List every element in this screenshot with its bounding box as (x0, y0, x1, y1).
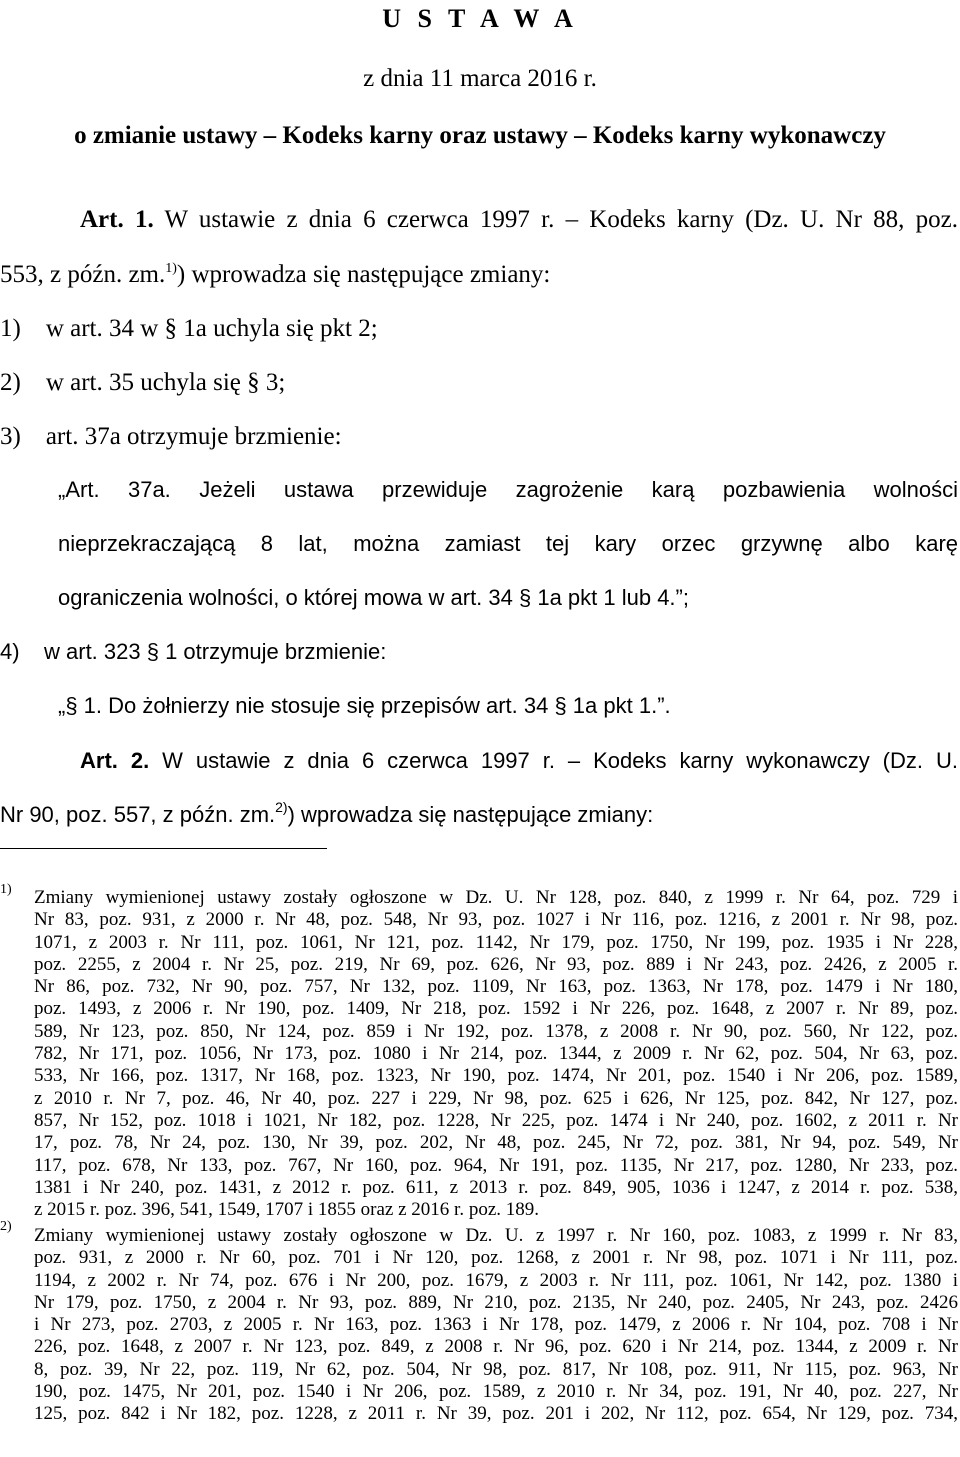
art1-item-3: 3) art. 37a otrzymuje brzmienie: (0, 423, 342, 450)
footnote-line: poz. 931, z 2000 r. Nr 60, poz. 701 i Nr 120, poz. 1268, z 2001 r. Nr 98, poz. 1071 i Nr 111, poz. (34, 1247, 958, 1269)
footnote-line: poz. 2255, z 2004 r. Nr 25, poz. 219, Nr 69, poz. 626, Nr 93, poz. 889 i Nr 243, poz. 2426, z 2005 r. (34, 953, 958, 975)
footnote-line: 589, Nr 123, poz. 850, Nr 124, poz. 859 i Nr 192, poz. 1378, z 2008 r. Nr 90, poz. 560, Nr 122, poz. (34, 1020, 958, 1042)
footnote-line: z 2010 r. Nr 7, poz. 46, Nr 40, poz. 227 i 229, Nr 98, poz. 625 i 626, Nr 125, poz. 842, Nr 127, poz. (34, 1087, 958, 1109)
footnote-ref-2[interactable]: 2) (275, 799, 288, 815)
footnote-line: Nr 86, poz. 732, Nr 90, poz. 757, Nr 132, poz. 1109, Nr 163, poz. 1363, Nr 178, poz. 1479 i Nr 180, (34, 976, 958, 998)
art2-line2 (0, 799, 654, 827)
quote-art37a-line1: „Art. 37a. Jeżeli ustawa przewiduje zagrożenie karą pozbawienia wolności (58, 477, 958, 502)
footnote-2-mark: 2) (0, 1219, 12, 1234)
footnote-line: 1194, z 2002 r. Nr 74, poz. 676 i Nr 200, poz. 1679, z 2003 r. Nr 111, poz. 1061, Nr 142, poz. 1380 i (34, 1269, 958, 1291)
quote-art323: „§ 1. Do żołnierzy nie stosuje się przepisów art. 34 § 1a pkt 1.”. (58, 693, 671, 718)
art2-label: Art. 2. (80, 748, 150, 773)
art1-label: Art. 1. (80, 206, 154, 233)
art1-line2 (0, 262, 550, 287)
art1-line2-pre: 553, z późn. zm. (0, 261, 166, 288)
art1-line2-post: ) wprowadza się następujące zmiany: (176, 261, 551, 288)
act-subject: o zmianie ustawy – Kodeks karny oraz ustawy – Kodeks karny wykonawczy (74, 122, 886, 149)
art2-line1 (80, 750, 958, 772)
footnote-separator (0, 848, 327, 849)
footnote-1-mark: 1) (0, 882, 12, 897)
footnote-line: 782, Nr 171, poz. 1056, Nr 173, poz. 1080 i Nr 214, poz. 1344, z 2009 r. Nr 62, poz. 504, Nr 63, poz. (34, 1043, 958, 1065)
footnote-line: poz. 1493, z 2006 r. Nr 190, poz. 1409, Nr 218, poz. 1592 i Nr 226, poz. 1648, z 2007 r. Nr 89, poz. (34, 998, 958, 1020)
footnote-line: 1071, z 2003 r. Nr 111, poz. 1061, Nr 121, poz. 1142, Nr 179, poz. 1750, Nr 199, poz. 1935 i Nr 228, (34, 931, 958, 953)
footnote-line: 226, poz. 1648, z 2007 r. Nr 123, poz. 849, z 2008 r. Nr 96, poz. 620 i Nr 214, poz. 1344, z 2009 r. Nr (34, 1336, 958, 1358)
footnote-line: z 2015 r. poz. 396, 541, 1549, 1707 i 1855 oraz z 2016 r. poz. 189. (34, 1199, 540, 1221)
footnote-line: Zmiany wymienionej ustawy zostały ogłoszone w Dz. U. Nr 128, poz. 840, z 1999 r. Nr 64, poz. 729 i (34, 887, 958, 908)
art1-item-1: 1) w art. 34 w § 1a uchyla się pkt 2; (0, 315, 378, 342)
footnote-line: Nr 83, poz. 931, z 2000 r. Nr 48, poz. 548, Nr 93, poz. 1027 i Nr 116, poz. 1216, z 2001 r. Nr 98, poz. (34, 909, 958, 931)
art1-item-4: 4) w art. 323 § 1 otrzymuje brzmienie: (0, 639, 387, 664)
act-date: z dnia 11 marca 2016 r. (363, 65, 597, 92)
act-title: U S T A W A (382, 4, 578, 33)
footnote-line: 857, Nr 152, poz. 1018 i 1021, Nr 182, poz. 1228, Nr 225, poz. 1474 i Nr 240, poz. 1602, z 2011 r. Nr (34, 1109, 958, 1131)
footnote-line: 1381 i Nr 240, poz. 1431, z 2012 r. poz. 611, z 2013 r. poz. 849, 905, 1036 i 1247, z 2014 r. poz. 538, (34, 1176, 958, 1198)
art1-item-2: 2) w art. 35 uchyla się § 3; (0, 369, 286, 396)
art2-line2-pre: Nr 90, poz. 557, z późn. zm. (0, 802, 276, 827)
footnote-line: Zmiany wymienionej ustawy zostały ogłoszone w Dz. U. z 1997 r. Nr 160, poz. 1083, z 1999 r. Nr 83, (34, 1225, 958, 1246)
footnote-line: 8, poz. 39, Nr 22, poz. 119, Nr 62, poz. 504, Nr 98, poz. 817, Nr 108, poz. 911, Nr 115, poz. 963, Nr (34, 1358, 958, 1380)
footnote-line: i Nr 273, poz. 2703, z 2005 r. Nr 163, poz. 1363 i Nr 178, poz. 1479, z 2006 r. Nr 104, poz. 708 i Nr (34, 1314, 958, 1336)
quote-art37a-line3: ograniczenia wolności, o której mowa w art. 34 § 1a pkt 1 lub 4.”; (58, 585, 689, 610)
art1-line1 (80, 207, 958, 232)
footnote-line: 533, Nr 166, poz. 1317, Nr 168, poz. 1323, Nr 190, poz. 1474, Nr 201, poz. 1540 i Nr 206, poz. 1589, (34, 1065, 958, 1087)
footnote-line: 190, poz. 1475, Nr 201, poz. 1540 i Nr 206, poz. 1589, z 2010 r. Nr 34, poz. 191, Nr 40, poz. 227, Nr (34, 1381, 958, 1403)
footnote-line: 117, poz. 678, Nr 133, poz. 767, Nr 160, poz. 964, Nr 191, poz. 1135, Nr 217, poz. 1280, Nr 233, poz. (34, 1154, 958, 1176)
footnote-line: Nr 179, poz. 1750, z 2004 r. Nr 93, poz. 889, Nr 210, poz. 2135, Nr 240, poz. 2405, Nr 243, poz. 2426 (34, 1291, 958, 1313)
footnote-ref-1[interactable]: 1) (165, 261, 177, 276)
art2-line2-post: ) wprowadza się następujące zmiany: (287, 802, 654, 827)
footnote-line: 125, poz. 842 i Nr 182, poz. 1228, z 2011 r. Nr 39, poz. 201 i 202, Nr 112, poz. 654, Nr 129, poz. 734, (34, 1403, 958, 1425)
quote-art37a-line2: nieprzekraczającą 8 lat, można zamiast tej kary orzec grzywnę albo karę (58, 531, 958, 556)
art1-line1-text: W ustawie z dnia 6 czerwca 1997 r. – Kodeks karny (Dz. U. Nr 88, poz. (153, 206, 958, 233)
footnote-1-text (34, 887, 958, 1221)
footnote-2-text (34, 1225, 958, 1426)
footnote-line: 17, poz. 78, Nr 24, poz. 130, Nr 39, poz. 202, Nr 48, poz. 245, Nr 72, poz. 381, Nr 94, poz. 549, Nr (34, 1132, 958, 1154)
art2-line1-text: W ustawie z dnia 6 czerwca 1997 r. – Kodeks karny wykonawczy (Dz. U. (149, 748, 958, 773)
